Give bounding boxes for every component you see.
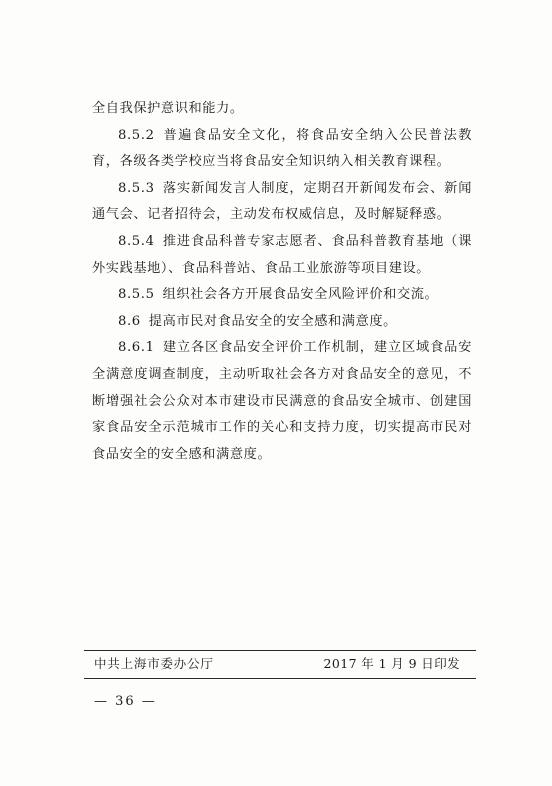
- paragraph-8-5-5: [92, 282, 472, 309]
- section-number: 8.5.5: [118, 287, 155, 303]
- paragraph-continuation: [92, 96, 472, 123]
- section-number: 8.6: [118, 313, 141, 329]
- footer-bottom-rule: [84, 678, 476, 679]
- section-number: 8.5.4: [118, 233, 155, 249]
- footer-issuer: 中共上海市委办公厅: [94, 656, 214, 671]
- paragraph-8-6: [92, 309, 472, 336]
- paragraph-text: 普遍食品安全文化，将食品安全纳入公民普法教育，各级各类学校应当将食品安全知识纳入相关教育课程。: [92, 127, 472, 170]
- paragraph-text: 建立各区食品安全评价工作机制，建立区域食品安全满意度调查制度，主动听取社会各方对食品安全的意见，不断增强社会公众对本市建设市民满意的食品安全城市、创建国家食品安全示范城市工作的关心和支持力度，切实提高市民对食品安全的安全感和满意度。: [92, 340, 472, 462]
- section-number: 8.6.1: [118, 340, 155, 356]
- paragraph-8-5-3: [92, 176, 472, 229]
- section-number: 8.5.2: [118, 127, 155, 143]
- paragraph-text: 提高市民对食品安全的安全感和满意度。: [148, 313, 397, 329]
- paragraph-text: 落实新闻发言人制度，定期召开新闻发布会、新闻通气会、记者招待会，主动发布权威信息，及时解疑释惑。: [92, 180, 472, 223]
- paragraph-text: 全自我保护意识和能力。: [92, 101, 244, 116]
- section-number: 8.5.3: [118, 180, 155, 196]
- paragraph-8-6-1: [92, 335, 472, 468]
- paragraph-8-5-2: [92, 123, 472, 176]
- footer-date: 2017 年 1 月 9 日印发: [323, 656, 460, 671]
- body-text: [92, 96, 472, 468]
- paragraph-text: 推进食品科普专家志愿者、食品科普教育基地（课外实践基地）、食品科普站、食品工业旅游等项目建设。: [92, 233, 472, 276]
- page-number: — 36 —: [94, 694, 157, 709]
- paragraph-8-5-4: [92, 229, 472, 282]
- footer-top-rule: [84, 650, 476, 651]
- paragraph-text: 组织社会各方开展食品安全风险评价和交流。: [162, 287, 439, 303]
